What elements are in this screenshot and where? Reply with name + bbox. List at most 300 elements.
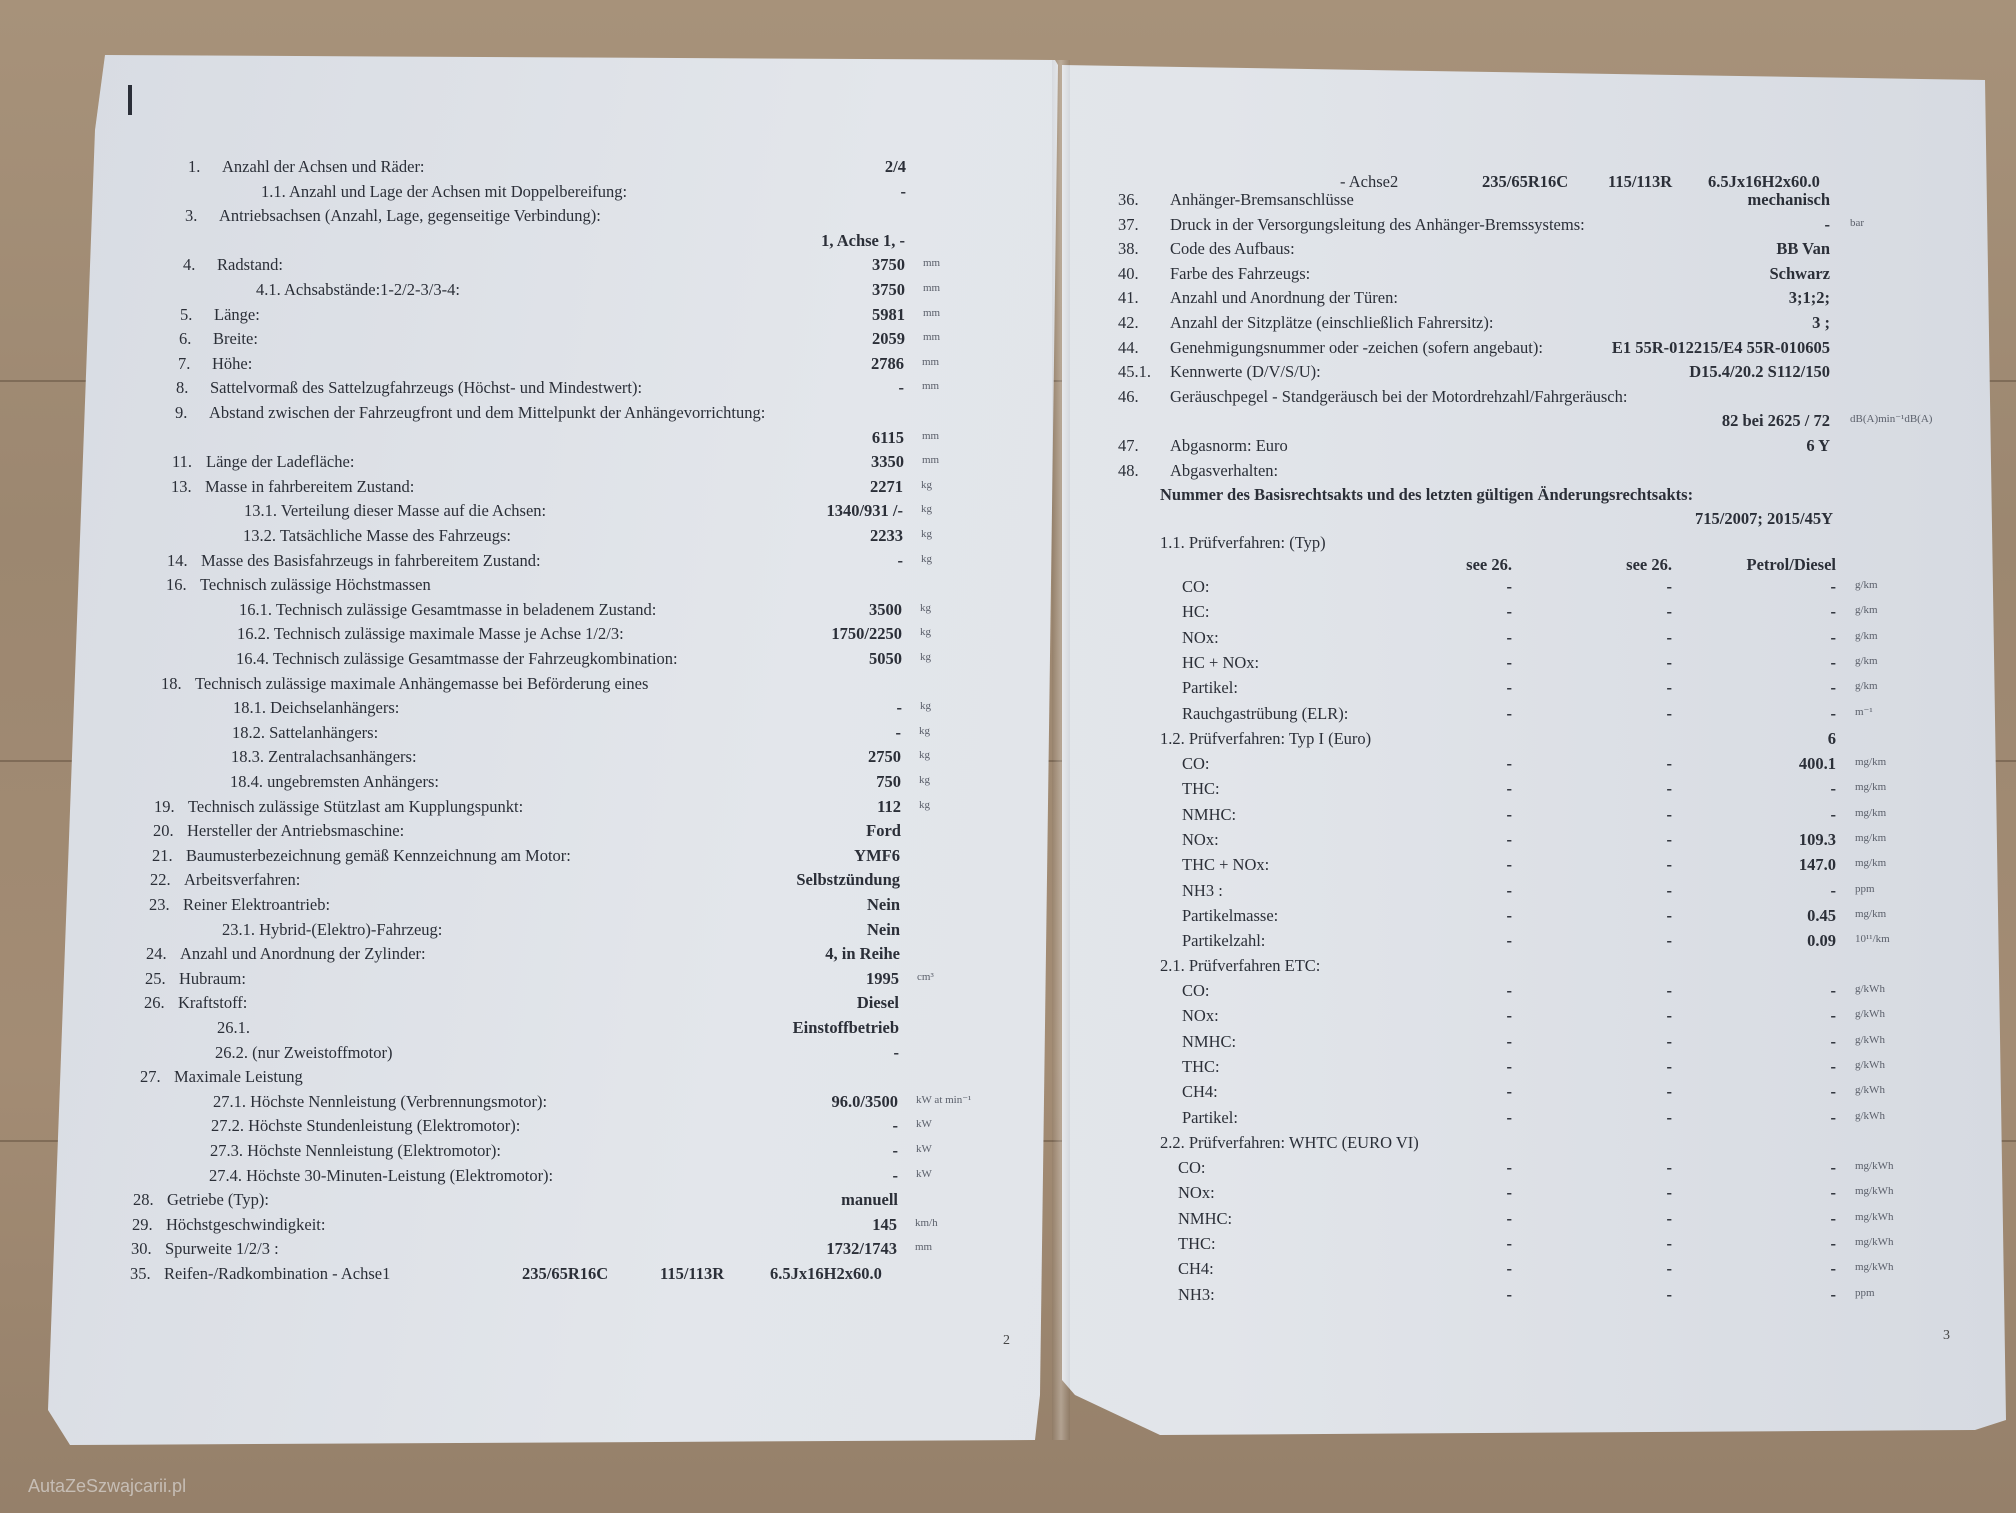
emission-label: HC + NOx: [1182, 653, 1260, 672]
item-label: Radstand: [217, 255, 283, 274]
emission-label: CH4: [1178, 1259, 1214, 1278]
item-unit: kW at min⁻¹ [916, 1094, 972, 1106]
item-value: 4, in Reihe [825, 944, 900, 963]
emission-value: - [1506, 779, 1512, 798]
item-value: - [900, 182, 906, 201]
tyre-load-index: 115/113R [1608, 172, 1673, 191]
item-value: 1750/2250 [831, 624, 902, 643]
item-label: 4.1. Achsabstände:1-2/2-3/3-4: [256, 280, 460, 299]
item-unit: mm [923, 307, 941, 319]
item-number: 35. [130, 1264, 151, 1283]
item-label: Sattelvormaß des Sattelzugfahrzeugs (Höchst- und Mindestwert): [210, 378, 643, 397]
section-title: 2.2. Prüfverfahren: WHTC (EURO VI) [1160, 1133, 1419, 1152]
emission-value: - [1830, 1183, 1836, 1202]
item-label: Farbe des Fahrzeugs: [1170, 264, 1311, 283]
item-number: 28. [133, 1190, 154, 1209]
item-label: 27.2. Höchste Stundenleistung (Elektromotor): [211, 1116, 521, 1135]
item-unit: kg [921, 528, 932, 540]
item-number: 48. [1118, 461, 1139, 480]
item-value: BB Van [1776, 239, 1830, 258]
item-label: Abstand zwischen der Fahrzeugfront und dem Mittelpunkt der Anhängevorrichtung: [209, 403, 766, 422]
item-unit: kW [916, 1118, 932, 1130]
item-label: Kraftstoff: [178, 993, 248, 1012]
item-unit: mm [923, 282, 941, 294]
item-value: - [897, 551, 903, 570]
item-label: Technisch zulässige Stützlast am Kupplungspunkt: [188, 797, 524, 816]
item-number: 9. [175, 403, 188, 422]
emission-value: - [1506, 1057, 1512, 1076]
emission-value: - [1830, 653, 1836, 672]
emission-value: - [1830, 805, 1836, 824]
item-unit: kg [921, 479, 932, 491]
emission-unit: mg/km [1855, 832, 1887, 844]
section-value: 6 [1827, 729, 1836, 748]
emission-unit: mg/km [1855, 908, 1887, 920]
item-label: Länge: [214, 305, 260, 324]
emission-value: - [1666, 628, 1672, 647]
emission-label: NH3: [1178, 1285, 1215, 1304]
item-label: Anzahl der Achsen und Räder: [222, 157, 425, 176]
item-number: 18. [161, 674, 182, 693]
item-value: 6 Y [1806, 436, 1830, 455]
watermark-text: AutaZeSzwajcarii.pl [28, 1476, 187, 1496]
page-fold [1052, 60, 1070, 1440]
item-label: Druck in der Versorgungsleitung des Anhänger-Bremssystems: [1170, 215, 1585, 234]
column-header: see 26. [1466, 555, 1512, 574]
item-label: Technisch zulässige Höchstmassen [200, 575, 431, 594]
emission-value: - [1666, 1234, 1672, 1253]
emission-value: - [1830, 1032, 1836, 1051]
item-number: 11. [172, 452, 193, 471]
item-label: Arbeitsverfahren: [184, 870, 301, 889]
item-value: - [893, 1043, 899, 1062]
item-unit: km/h [915, 1217, 938, 1229]
emission-value: - [1830, 628, 1836, 647]
emission-label: NOx: [1182, 830, 1219, 849]
emission-value: 0.45 [1807, 906, 1836, 925]
emission-value: - [1506, 704, 1512, 723]
item-value: Einstoffbetrieb [792, 1018, 899, 1037]
item-value: 750 [876, 772, 901, 791]
emission-label: CO: [1182, 981, 1210, 1000]
emission-value: - [1830, 1234, 1836, 1253]
emission-unit: g/kWh [1855, 983, 1885, 995]
item-label: Breite: [213, 329, 258, 348]
emission-value: - [1666, 1108, 1672, 1127]
emission-label: CO: [1182, 754, 1210, 773]
emission-value: - [1506, 1158, 1512, 1177]
item-number: 22. [150, 870, 171, 889]
emission-value: - [1830, 704, 1836, 723]
emission-label: Partikel: [1182, 678, 1238, 697]
emission-value: - [1830, 881, 1836, 900]
emission-label: CO: [1178, 1158, 1206, 1177]
emission-value: - [1506, 754, 1512, 773]
item-value: YMF6 [854, 846, 900, 865]
emission-value: - [1506, 805, 1512, 824]
emission-label: Rauchgastrübung (ELR): [1182, 704, 1349, 723]
item-number: 3. [185, 206, 198, 225]
item-number: 30. [131, 1239, 152, 1258]
item-number: 16. [166, 575, 187, 594]
emission-unit: g/km [1855, 630, 1878, 642]
emission-unit: mg/km [1855, 756, 1887, 768]
item-value: Nein [867, 920, 900, 939]
emission-value: - [1830, 1108, 1836, 1127]
item-value: - [895, 723, 901, 742]
item-unit: mm [922, 380, 940, 392]
emission-unit: m⁻¹ [1855, 706, 1873, 718]
item-value: 2233 [870, 526, 903, 545]
emission-unit: mg/kWh [1855, 1261, 1894, 1273]
emission-value: - [1506, 1285, 1512, 1304]
item-value: 5050 [869, 649, 902, 668]
emission-value: - [1830, 577, 1836, 596]
item-unit: cm³ [917, 971, 934, 983]
page-number-right: 3 [1943, 1328, 1950, 1343]
emission-value: - [1830, 981, 1836, 1000]
item-number: 5. [180, 305, 193, 324]
tyre-size: 235/65R16C [522, 1264, 609, 1283]
item-label: 1.1. Anzahl und Lage der Achsen mit Doppelbereifung: [261, 182, 628, 201]
item-value: 2059 [872, 329, 905, 348]
column-header: Petrol/Diesel [1746, 555, 1836, 574]
item-label: Abgasnorm: Euro [1170, 436, 1288, 455]
item-unit: kW [916, 1168, 932, 1180]
item-unit: kg [919, 749, 930, 761]
emission-value: - [1506, 931, 1512, 950]
emission-unit: mg/kWh [1855, 1185, 1894, 1197]
item-number: 6. [179, 329, 192, 348]
item-unit: kg [920, 602, 931, 614]
axle2-label: - Achse2 [1340, 172, 1399, 191]
emission-value: - [1666, 653, 1672, 672]
emission-label: NOx: [1178, 1183, 1215, 1202]
item-unit: kg [921, 553, 932, 565]
item-unit: bar [1850, 217, 1865, 229]
item-unit: mm [922, 430, 940, 442]
rim-size: 6.5Jx16H2x60.0 [1708, 172, 1820, 191]
emission-value: - [1830, 602, 1836, 621]
emission-value: - [1830, 1285, 1836, 1304]
item-number: 1. [188, 157, 201, 176]
emission-value: - [1506, 1006, 1512, 1025]
emission-label: THC: [1182, 1057, 1220, 1076]
basis-label: Nummer des Basisrechtsakts und des letzten gültigen Änderungsrechtsakts: [1160, 485, 1694, 504]
item-number: 38. [1118, 239, 1139, 258]
item-label: 16.2. Technisch zulässige maximale Masse je Achse 1/2/3: [237, 624, 624, 643]
emission-unit: 10¹¹/km [1855, 933, 1890, 945]
item-label: 26.2. (nur Zweistoffmotor) [215, 1043, 393, 1062]
item-label: Abgasverhalten: [1170, 461, 1279, 480]
emission-value: - [1666, 704, 1672, 723]
item-label: 18.4. ungebremsten Anhängers: [230, 772, 439, 791]
item-label: Code des Aufbaus: [1170, 239, 1295, 258]
emission-label: NH3 : [1182, 881, 1223, 900]
emission-label: CH4: [1182, 1082, 1218, 1101]
emission-value: - [1506, 1209, 1512, 1228]
emission-unit: ppm [1855, 883, 1875, 895]
emission-value: - [1830, 1082, 1836, 1101]
item-label: Baumusterbezeichnung gemäß Kennzeichnung am Motor: [186, 846, 571, 865]
item-label: Spurweite 1/2/3 : [165, 1239, 279, 1258]
item-label: 16.1. Technisch zulässige Gesamtmasse in beladenem Zustand: [239, 600, 657, 619]
emission-value: 400.1 [1798, 754, 1836, 773]
item-value: Nein [867, 895, 900, 914]
item-number: 21. [152, 846, 173, 865]
item-label: Technisch zulässige maximale Anhängemasse bei Beförderung eines [195, 674, 649, 693]
item-label: 27.1. Höchste Nennleistung (Verbrennungsmotor): [213, 1092, 548, 1111]
item-number: 27. [140, 1067, 161, 1086]
emission-value: - [1830, 1259, 1836, 1278]
emission-value: - [1506, 602, 1512, 621]
emission-unit: g/kWh [1855, 1034, 1885, 1046]
item-value: 3750 [872, 255, 905, 274]
item-label: Getriebe (Typ): [167, 1190, 269, 1209]
item-label: Anhänger-Bremsanschlüsse [1170, 190, 1354, 209]
emission-value: - [1506, 1082, 1512, 1101]
emission-value: - [1666, 1057, 1672, 1076]
emission-value: - [1830, 779, 1836, 798]
item-value: 1732/1743 [826, 1239, 897, 1258]
item-number: 41. [1118, 288, 1139, 307]
emission-value: - [1666, 881, 1672, 900]
emission-value: - [1666, 1259, 1672, 1278]
item-label: 18.2. Sattelanhängers: [232, 723, 379, 742]
emission-unit: g/km [1855, 579, 1878, 591]
item-label: Länge der Ladefläche: [206, 452, 355, 471]
section-title: 1.2. Prüfverfahren: Typ I (Euro) [1160, 729, 1372, 748]
item-value: 112 [877, 797, 901, 816]
item-value: - [892, 1141, 898, 1160]
item-number: 29. [132, 1215, 153, 1234]
emission-unit: g/kWh [1855, 1110, 1885, 1122]
tyre-size: 235/65R16C [1482, 172, 1569, 191]
emission-value: - [1506, 881, 1512, 900]
item-value: 2786 [871, 354, 904, 373]
emission-value: - [1666, 1158, 1672, 1177]
item-unit: mm [923, 257, 941, 269]
emission-label: Partikel: [1182, 1108, 1238, 1127]
item-value: - [892, 1166, 898, 1185]
emission-value: - [1666, 1006, 1672, 1025]
emission-unit: mg/kWh [1855, 1236, 1894, 1248]
emission-value: - [1506, 577, 1512, 596]
item-number: 26. [144, 993, 165, 1012]
emission-value: - [1666, 678, 1672, 697]
emission-value: - [1506, 981, 1512, 1000]
emission-value: - [1666, 754, 1672, 773]
tyre-load-index: 115/113R [660, 1264, 725, 1283]
emission-value: - [1506, 855, 1512, 874]
item-value: mechanisch [1747, 190, 1830, 209]
emission-value: - [1666, 1209, 1672, 1228]
emission-value: - [1506, 628, 1512, 647]
item-label: Anzahl und Anordnung der Zylinder: [180, 944, 426, 963]
item-number: 8. [176, 378, 189, 397]
item-label: 26.1. [217, 1018, 250, 1037]
item-label: 27.4. Höchste 30-Minuten-Leistung (Elektromotor): [209, 1166, 554, 1185]
item-number: 7. [178, 354, 191, 373]
item-number: 36. [1118, 190, 1139, 209]
item-number: 13. [171, 477, 192, 496]
emission-value: - [1506, 906, 1512, 925]
item-number: 42. [1118, 313, 1139, 332]
item-label: Höhe: [212, 354, 253, 373]
item-number: 46. [1118, 387, 1139, 406]
emission-label: NOx: [1182, 1006, 1219, 1025]
item-value: 96.0/3500 [831, 1092, 898, 1111]
emission-label: NMHC: [1182, 1032, 1237, 1051]
item-value: 6115 [871, 428, 904, 447]
emission-unit: g/km [1855, 604, 1878, 616]
basis-value: 715/2007; 2015/45Y [1695, 509, 1833, 528]
emission-value: - [1666, 855, 1672, 874]
item-label: Geräuschpegel - Standgeräusch bei der Motordrehzahl/Fahrgeräusch: [1170, 387, 1628, 406]
emission-label: CO: [1182, 577, 1210, 596]
emission-value: - [1506, 1259, 1512, 1278]
item-value: 1, Achse 1, - [821, 231, 905, 250]
emission-value: - [1506, 678, 1512, 697]
item-value: 3;1;2; [1788, 288, 1830, 307]
item-label: 18.3. Zentralachsanhängers: [231, 747, 417, 766]
item-label: Antriebsachsen (Anzahl, Lage, gegenseitige Verbindung): [219, 206, 601, 225]
item-value: 82 bei 2625 / 72 [1721, 411, 1830, 430]
item-label: 18.1. Deichselanhängers: [233, 698, 400, 717]
emission-value: 109.3 [1798, 830, 1836, 849]
emission-unit: mg/km [1855, 807, 1887, 819]
emission-label: THC + NOx: [1182, 855, 1270, 874]
emission-value: - [1830, 1209, 1836, 1228]
item-number: 44. [1118, 338, 1139, 357]
emission-value: - [1666, 830, 1672, 849]
item-value: Ford [866, 821, 901, 840]
emission-value: - [1506, 1032, 1512, 1051]
item-value: 1995 [866, 969, 899, 988]
emission-value: - [1666, 931, 1672, 950]
emission-unit: mg/km [1855, 781, 1887, 793]
item-value: E1 55R-012215/E4 55R-010605 [1611, 338, 1830, 357]
emission-unit: ppm [1855, 1287, 1875, 1299]
item-number: 14. [167, 551, 188, 570]
item-label: Hubraum: [179, 969, 246, 988]
item-value: Selbstzündung [796, 870, 900, 889]
item-number: 23. [149, 895, 170, 914]
item-unit: kg [919, 799, 930, 811]
page-mark [128, 85, 132, 115]
emission-value: 147.0 [1798, 855, 1836, 874]
emission-value: - [1666, 1183, 1672, 1202]
item-unit: kg [920, 651, 931, 663]
emission-value: - [1666, 981, 1672, 1000]
emission-value: - [1666, 906, 1672, 925]
item-unit: mm [922, 454, 940, 466]
item-value: D15.4/20.2 S112/150 [1689, 362, 1830, 381]
item-label: Reiner Elektroantrieb: [183, 895, 331, 914]
item-value: - [1824, 215, 1830, 234]
emission-unit: g/km [1855, 680, 1878, 692]
item-label: Anzahl und Anordnung der Türen: [1170, 288, 1398, 307]
emission-value: 0.09 [1807, 931, 1836, 950]
item-value: 3 ; [1812, 313, 1830, 332]
emission-unit: mg/kWh [1855, 1211, 1894, 1223]
emission-label: THC: [1178, 1234, 1216, 1253]
item-value: 3350 [871, 452, 904, 471]
item-label: Hersteller der Antriebsmaschine: [187, 821, 405, 840]
item-value: Diesel [856, 993, 899, 1012]
item-unit: mm [915, 1241, 933, 1253]
item-unit: kg [920, 700, 931, 712]
emission-unit: mg/kWh [1855, 1160, 1894, 1172]
item-label: Höchstgeschwindigkeit: [166, 1215, 326, 1234]
item-number: 40. [1118, 264, 1139, 283]
rim-size: 6.5Jx16H2x60.0 [770, 1264, 882, 1283]
item-number: 45.1. [1118, 362, 1151, 381]
item-unit: mm [923, 331, 941, 343]
section-title: 2.1. Prüfverfahren ETC: [1160, 956, 1321, 975]
emission-value: - [1666, 602, 1672, 621]
item-label: Anzahl der Sitzplätze (einschließlich Fahrersitz): [1170, 313, 1494, 332]
item-label: 13.1. Verteilung dieser Masse auf die Achsen: [244, 501, 547, 520]
emission-unit: g/kWh [1855, 1059, 1885, 1071]
emission-unit: mg/km [1855, 857, 1887, 869]
emission-label: NMHC: [1182, 805, 1237, 824]
section-title: 1.1. Prüfverfahren: (Typ) [1160, 533, 1326, 552]
item-value: 2271 [870, 477, 903, 496]
item-label: 27.3. Höchste Nennleistung (Elektromotor): [210, 1141, 501, 1160]
item-value: 1340/931 /- [826, 501, 903, 520]
emission-value: - [1830, 1057, 1836, 1076]
item-label: Masse in fahrbereitem Zustand: [205, 477, 415, 496]
item-unit: kg [921, 503, 932, 515]
item-label: 23.1. Hybrid-(Elektro)-Fahrzeug: [222, 920, 443, 939]
emission-label: THC: [1182, 779, 1220, 798]
emission-label: NMHC: [1178, 1209, 1233, 1228]
emission-label: NOx: [1182, 628, 1219, 647]
item-value: 5981 [872, 305, 905, 324]
item-unit: mm [922, 356, 940, 368]
emission-value: - [1666, 1082, 1672, 1101]
item-value: manuell [841, 1190, 898, 1209]
item-number: 4. [183, 255, 196, 274]
emission-value: - [1666, 805, 1672, 824]
item-number: 19. [154, 797, 175, 816]
item-label: Masse des Basisfahrzeugs in fahrbereitem Zustand: [201, 551, 541, 570]
emission-value: - [1666, 1032, 1672, 1051]
item-label: 13.2. Tatsächliche Masse des Fahrzeugs: [243, 526, 511, 545]
item-number: 20. [153, 821, 174, 840]
emission-value: - [1666, 577, 1672, 596]
emission-label: Partikelmasse: [1182, 906, 1279, 925]
item-unit: kg [919, 725, 930, 737]
item-value: - [892, 1116, 898, 1135]
emission-value: - [1506, 830, 1512, 849]
emission-value: - [1666, 779, 1672, 798]
emission-unit: g/km [1855, 655, 1878, 667]
column-header: see 26. [1626, 555, 1672, 574]
item-unit: kW [916, 1143, 932, 1155]
emission-value: - [1666, 1285, 1672, 1304]
emission-value: - [1506, 1183, 1512, 1202]
item-unit: dB(A)min⁻¹dB(A) [1850, 413, 1933, 425]
page-number-left: 2 [1003, 1333, 1010, 1348]
item-unit: kg [919, 774, 930, 786]
emission-value: - [1830, 1006, 1836, 1025]
emission-value: - [1830, 678, 1836, 697]
item-label: Reifen-/Radkombination - Achse1 [164, 1264, 391, 1283]
emission-unit: g/kWh [1855, 1008, 1885, 1020]
item-value: - [898, 378, 904, 397]
